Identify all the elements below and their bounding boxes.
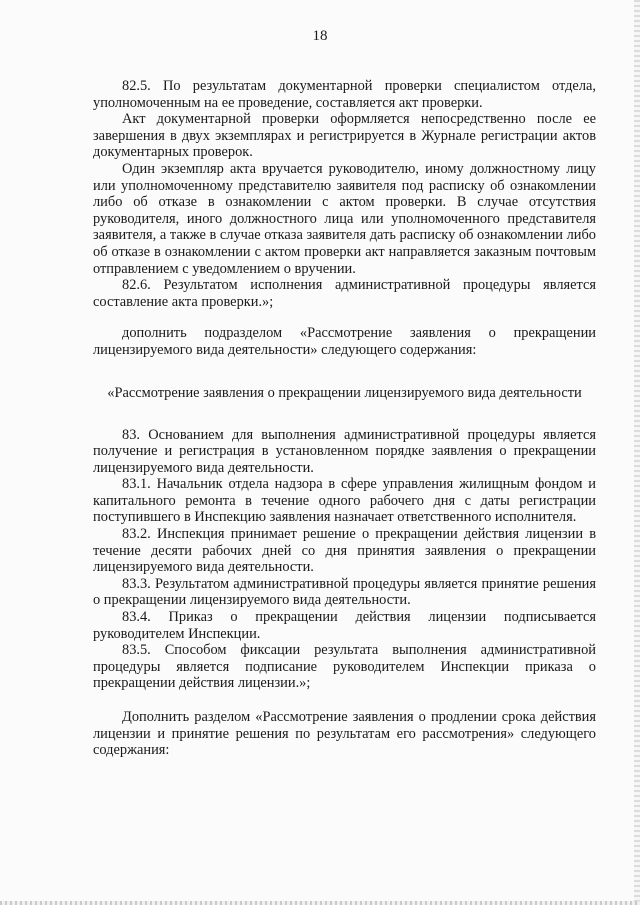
scan-edge-bottom — [0, 901, 640, 905]
paragraph-83-4: 83.4. Приказ о прекращении действия лицензии подписывается руководителем Инспекции. — [93, 609, 596, 642]
document-body — [93, 78, 596, 759]
paragraph-83-1: 83.1. Начальник отдела надзора в сфере управления жилищным фондом и капитального ремонта в течение одного рабочего дня с даты регистрации поступившего в Инспекцию заявления назначает ответственного исполнителя. — [93, 476, 596, 526]
scan-edge-right — [634, 0, 640, 905]
paragraph-83: 83. Основанием для выполнения административной процедуры является получение и регистрация в установленном порядке заявления о прекращении лицензируемого вида деятельности. — [93, 426, 596, 476]
paragraph-83-5: 83.5. Способом фиксации результата выполнения административной процедуры является подписание руководителем Инспекции приказа о прекращении действия лицензии.»; — [93, 642, 596, 692]
paragraph-add-section: Дополнить разделом «Рассмотрение заявления о продлении срока действия лицензии и принятие решения по результатам его рассмотрения» следующего содержания: — [93, 709, 596, 759]
paragraph-82-5: 82.5. По результатам документарной проверки специалистом отдела, уполномоченным на ее проведение, составляется акт проверки. — [93, 78, 596, 111]
paragraph-83-3: 83.3. Результатом административной процедуры является принятие решения о прекращении лицензируемого вида деятельности. — [93, 575, 596, 609]
paragraph-83-2: 83.2. Инспекция принимает решение о прекращении действия лицензии в течение десяти рабочих дней со дня принятия заявления о прекращении лицензируемого вида деятельности. — [93, 526, 596, 576]
paragraph-act-delivery: Один экземпляр акта вручается руководителю, иному должностному лицу или уполномоченному представителю заявителя под расписку об ознакомлении либо об отказе в ознакомлении с актом проверки. В случае отсутствия руководителя, иного должностного лица или уполномоченного представителя заявителя, а также в случае отказа заявителя дать расписку об ознакомлении либо об отказе в ознакомлении с актом проверки акт направляется заказным почтовым отправлением с уведомлением о вручении. — [93, 160, 596, 277]
subsection-heading: «Рассмотрение заявления о прекращении лицензируемого вида деятельности — [107, 384, 582, 401]
paragraph-82-6: 82.6. Результатом исполнения административной процедуры является составление акта проверки.»; — [93, 277, 596, 310]
page-number: 18 — [312, 28, 328, 44]
paragraph-act-registration: Акт документарной проверки оформляется непосредственно после ее завершения в двух экземплярах и регистрируется в Журнале регистрации актов документарных проверок. — [93, 111, 596, 161]
paragraph-add-subsection: дополнить подразделом «Рассмотрение заявления о прекращении лицензируемого вида деятельности» следующего содержания: — [93, 325, 596, 358]
